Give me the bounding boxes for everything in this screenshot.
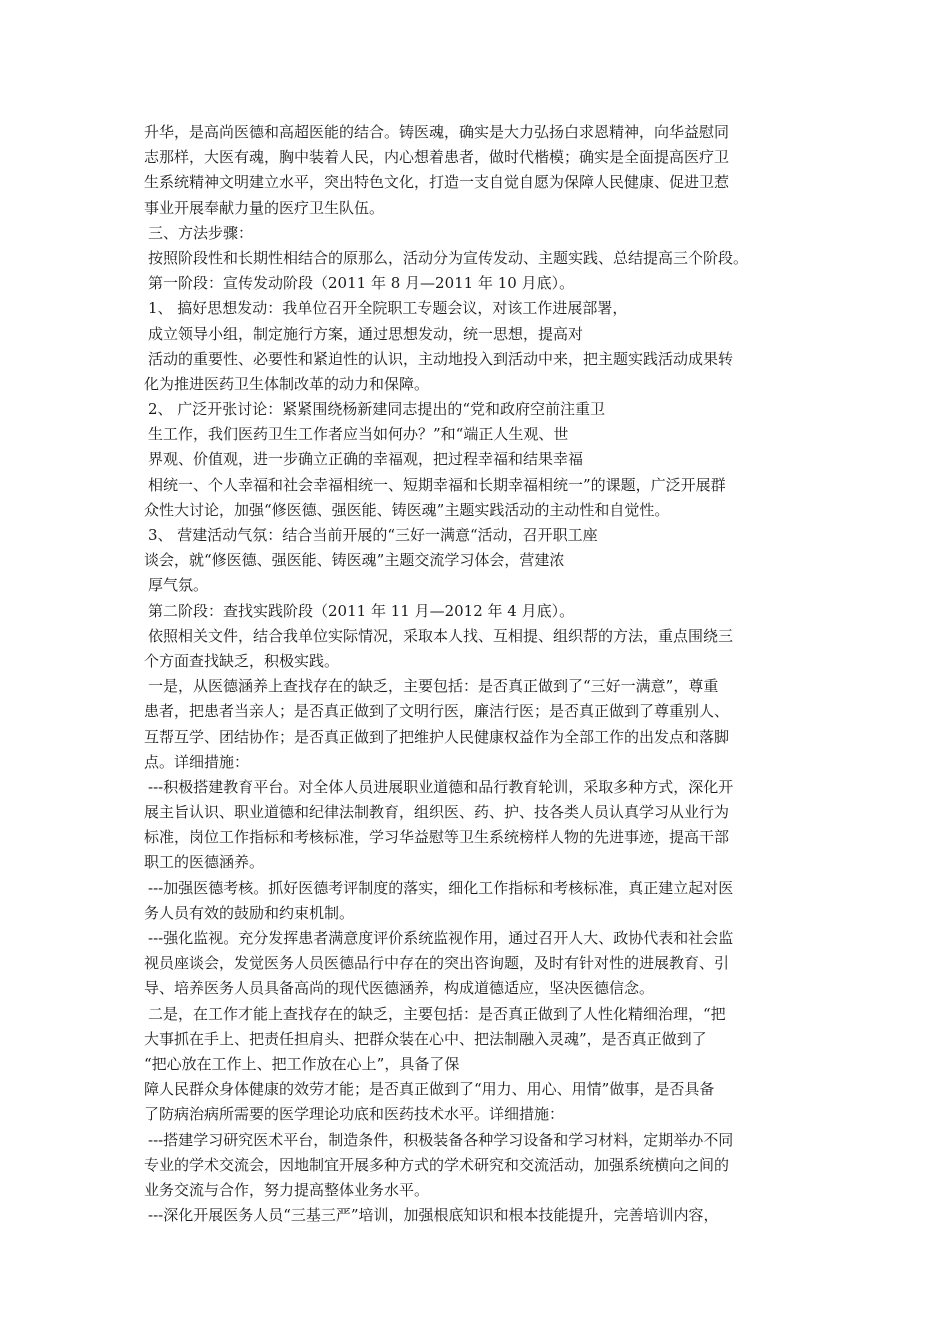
text-line: ---强化监视。充分发挥患者满意度评价系统监视作用，通过召开人大、政协代表和社会监	[148, 929, 734, 947]
text-line: 1、 搞好思想发动：我单位召开全院职工专题会议，对该工作进展部署，	[148, 299, 628, 318]
text-line: 升华，是高尚医德和高超医能的结合。铸医魂，确实是大力弘扬白求恩精神，向华益慰同	[144, 123, 730, 141]
text-line: 一是，从医德涵养上查找存在的缺乏，主要包括：是否真正做到了“三好一满意”，尊重	[148, 677, 719, 696]
text-line: 活动的重要性、必要性和紧迫性的认识，主动地投入到活动中来，把主题实践活动成果转	[148, 349, 734, 368]
text-line: 成立领导小组，制定施行方案，通过思想发动，统一思想，提高对	[148, 324, 584, 343]
text-line: ---搭建学习研究医术平台，制造条件，积极装备各种学习设备和学习材料，定期举办不同	[148, 1130, 734, 1149]
text-line: 点。详细措施：	[144, 752, 250, 771]
text-line: 依照相关文件，结合我单位实际情况，采取本人找、互相提、组织帮的方法，重点围绕三	[148, 626, 734, 645]
text-line: 个方面查找缺乏，积极实践。	[144, 651, 340, 670]
phase-heading: 第一阶段：宣传发动阶段（2011 年 8 月—2011 年 10 月底）。	[148, 274, 575, 293]
text-line: 事业开展奉献力量的医疗卫生队伍。	[144, 198, 385, 217]
text-line: 专业的学术交流会，因地制宜开展多种方式的学术研究和交流活动，加强系统横向之间的	[144, 1155, 730, 1174]
text-line: 患者，把患者当亲人；是否真正做到了文明行医，廉洁行医；是否真正做到了尊重别人、	[144, 702, 730, 721]
text-line: 展主旨认识、职业道德和纪律法制教育，组织医、药、护、技各类人员认真学习从业行为	[144, 803, 730, 822]
text-line: 谈会，就“修医德、强医能、铸医魂”主题交流学习体会，营建浓	[144, 551, 565, 570]
text-line: 厚气氛。	[148, 576, 209, 595]
text-line: 按照阶段性和长期性相结合的原那么，活动分为宣传发动、主题实践、总结提高三个阶段。	[148, 248, 749, 267]
text-line: 互帮互学、团结协作；是否真正做到了把维护人民健康权益作为全部工作的出发点和落脚	[144, 727, 730, 746]
text-line: ---加强医德考核。抓好医德考评制度的落实，细化工作指标和考核标准，真正建立起对医	[148, 878, 734, 897]
text-line: 务人员有效的鼓励和约束机制。	[144, 903, 355, 922]
text-line: 化为推进医药卫生体制改革的动力和保障。	[144, 374, 430, 393]
text-line: 3、 营建活动气氛：结合当前开展的“三好一满意“活动，召开职工座	[148, 526, 598, 544]
text-line: 生工作，我们医药卫生工作者应当如何办？”和“端正人生观、世	[148, 425, 569, 444]
text-line: 志那样，大医有魂，胸中装着人民，内心想着患者，做时代楷模；确实是全面提高医疗卫	[144, 148, 730, 167]
text-line: “把心放在工作上、把工作放在心上”，具备了保	[144, 1054, 460, 1073]
text-line: 生系统精神文明建立水平，突出特色文化，打造一支自觉自愿为保障人民健康、促进卫惹	[144, 173, 730, 192]
text-line: 视员座谈会，发觉医务人员医德品行中存在的突出咨询题，及时有针对性的进展教育、引	[144, 954, 730, 973]
text-line: 相统一、个人幸福和社会幸福相统一、短期幸福和长期幸福相统一”的课题，广泛开展群	[148, 475, 726, 494]
text-line: 障人民群众身体健康的效劳才能；是否真正做到了“用力、用心、用情”做事，是否具备	[144, 1080, 715, 1099]
text-line: ---积极搭建教育平台。对全体人员进展职业道德和品行教育轮训，采取多种方式，深化开	[148, 777, 734, 796]
text-line: 导、培养医务人员具备高尚的现代医德涵养，构成道德适应，坚决医德信念。	[144, 979, 655, 998]
text-line: 业务交流与合作，努力提高整体业务水平。	[144, 1180, 430, 1199]
text-line: 众性大讨论，加强“修医德、强医能、铸医魂”主题实践活动的主动性和自觉性。	[144, 500, 670, 519]
document-body	[144, 120, 814, 1228]
text-line: 了防病治病所需要的医学理论功底和医药技术水平。详细措施：	[144, 1105, 565, 1124]
section-heading: 三、方法步骤：	[148, 223, 254, 242]
text-line: 职工的医德涵养。	[144, 853, 265, 872]
text-line: 2、 广泛开张讨论：紧紧围绕杨新建同志提出的“党和政府空前注重卫	[148, 400, 605, 419]
text-line: 二是，在工作才能上查找存在的缺乏，主要包括：是否真正做到了人性化精细治理，“把	[148, 1004, 726, 1023]
text-line: 标准，岗位工作指标和考核标准，学习华益慰等卫生系统榜样人物的先进事迹，提高干部	[144, 828, 730, 847]
text-line: ---深化开展医务人员“三基三严”培训，加强根底知识和根本技能提升，完善培训内容，	[148, 1206, 719, 1225]
text-line: 界观、价值观，进一步确立正确的幸福观，把过程幸福和结果幸福	[148, 450, 584, 469]
text-line: 大事抓在手上、把责任担肩头、把群众装在心中、把法制融入灵魂”，是否真正做到了	[144, 1029, 707, 1048]
phase-heading: 第二阶段：查找实践阶段（2011 年 11 月—2012 年 4 月底）。	[148, 601, 575, 620]
